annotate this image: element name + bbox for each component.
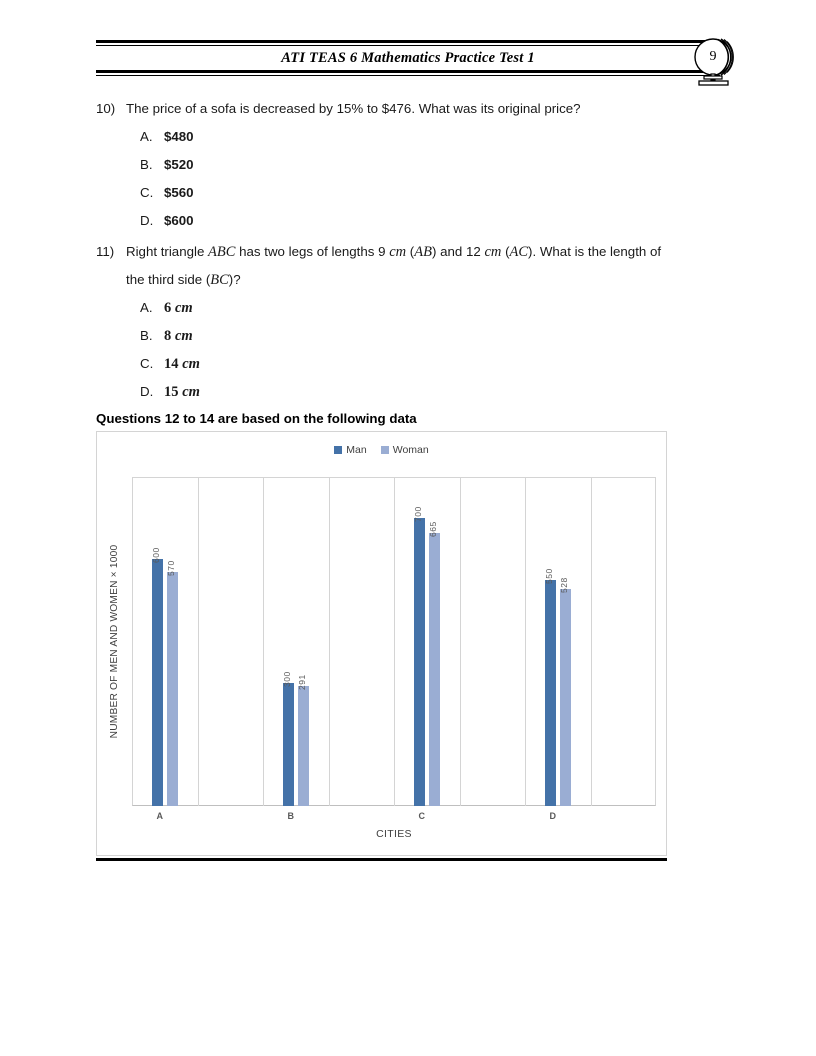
option-letter: A. — [140, 300, 153, 315]
q11-seg-1: Right triangle — [126, 244, 209, 259]
option-unit: cm — [174, 300, 193, 316]
header-title: ATI TEAS 6 Mathematics Practice Test 1 — [281, 50, 535, 66]
header-rule-bottom-thin — [96, 75, 720, 76]
question-11-prompt — [96, 238, 736, 294]
question-10-prompt — [96, 95, 736, 123]
chart-x-tick-A: A — [156, 811, 163, 821]
option-value: 8 — [164, 328, 172, 344]
chart-x-tick-D: D — [549, 811, 556, 821]
q11-seg-7: the third side ( — [126, 272, 211, 287]
chart-x-tick-B: B — [287, 811, 294, 821]
q11-seg-8: )? — [228, 272, 241, 287]
option-letter: D. — [140, 213, 154, 228]
legend-label-woman: Woman — [392, 444, 429, 456]
chart-bar-label: 665 — [427, 520, 438, 537]
chart-bar-man-B — [283, 683, 294, 806]
q11-math-ab: AB — [414, 244, 432, 260]
chart-section-heading: Questions 12 to 14 are based on the following data — [96, 411, 417, 426]
option-text: $600 — [164, 213, 194, 228]
chart-bar-woman-C — [429, 533, 440, 806]
page-header — [96, 40, 720, 80]
header-rule-top-thick — [96, 40, 720, 43]
option-text — [164, 322, 736, 350]
chart-bar-label: 570 — [165, 559, 176, 576]
option-text — [164, 350, 736, 378]
option-text — [164, 294, 736, 322]
chart-x-axis-title: CITIES — [376, 828, 412, 840]
question-10 — [96, 95, 736, 235]
q11-math-cm-2: cm — [484, 244, 502, 260]
legend-swatch-woman — [381, 446, 389, 454]
q11-seg-6: ). What is the length of — [528, 244, 662, 259]
option-value: 15 — [164, 384, 179, 400]
q11-math-cm-1: cm — [389, 244, 407, 260]
option-unit: cm — [174, 328, 193, 344]
option-unit: cm — [182, 356, 200, 372]
q11-seg-3: ( — [406, 244, 415, 259]
chart-bottom-rule — [96, 858, 667, 861]
option-letter: A. — [140, 129, 153, 144]
option-letter: C. — [140, 185, 154, 200]
chart-bar-label: 291 — [296, 674, 307, 691]
option-letter: C. — [140, 356, 154, 371]
chart-legend — [97, 444, 666, 456]
chart-bar-label: 700 — [412, 506, 423, 523]
option-unit: cm — [182, 384, 200, 400]
question-11-text — [126, 238, 736, 294]
option-value: 14 — [164, 356, 179, 372]
page-number: 9 — [709, 49, 717, 64]
chart-x-tick-C: C — [418, 811, 425, 821]
legend-item-woman — [381, 444, 429, 456]
question-10-option-b[interactable] — [96, 151, 736, 179]
q11-math-ac: AC — [509, 244, 529, 260]
chart-bar-label: 600 — [150, 547, 161, 564]
option-text: $560 — [164, 185, 194, 200]
option-text: $480 — [164, 129, 194, 144]
chart-bar-woman-A — [167, 572, 178, 806]
header-rule-bottom-thick — [96, 70, 720, 73]
question-10-option-a[interactable] — [96, 123, 736, 151]
chart-bar-label: 300 — [281, 670, 292, 687]
question-11 — [96, 238, 736, 406]
q11-seg-5: ( — [501, 244, 510, 259]
option-letter: B. — [140, 328, 153, 343]
bar-chart — [96, 431, 667, 856]
legend-label-man: Man — [346, 444, 367, 456]
chart-bar-man-C — [414, 518, 425, 806]
question-10-option-d[interactable] — [96, 207, 736, 235]
chart-bar-label: 550 — [543, 568, 554, 584]
chart-bar-woman-D — [560, 589, 571, 806]
question-11-number: 11) — [96, 244, 115, 259]
option-letter: D. — [140, 384, 154, 399]
option-text: $520 — [164, 157, 194, 172]
q11-math-abc: ABC — [208, 244, 236, 260]
question-10-text: The price of a sofa is decreased by 15% to $476. What was its original price? — [126, 101, 581, 116]
option-value: 6 — [164, 300, 172, 316]
question-10-option-c[interactable] — [96, 179, 736, 207]
question-11-option-d[interactable] — [96, 378, 736, 406]
chart-bar-woman-B — [298, 686, 309, 806]
option-text — [164, 378, 736, 406]
chart-y-axis-title: NUMBER OF MEN AND WOMEN × 1000 — [109, 544, 120, 739]
chart-x-axis-categories — [132, 811, 656, 825]
header-rule-top-thin — [96, 45, 720, 46]
question-11-option-c[interactable] — [96, 350, 736, 378]
chart-bar-man-D — [545, 580, 556, 806]
chart-bar-label: 528 — [558, 577, 569, 593]
chart-plot-area — [132, 477, 656, 806]
q11-seg-4: ) and 12 — [431, 244, 485, 259]
chart-bar-man-A — [152, 559, 163, 806]
question-11-option-a[interactable] — [96, 294, 736, 322]
question-11-option-b[interactable] — [96, 322, 736, 350]
legend-item-man — [334, 444, 366, 456]
q11-seg-2: has two legs of lengths 9 — [235, 244, 390, 259]
question-10-number: 10) — [96, 101, 116, 116]
legend-swatch-man — [334, 446, 342, 454]
globe-page-number-graphic — [688, 27, 744, 89]
chart-bars-layer — [132, 477, 656, 806]
option-letter: B. — [140, 157, 153, 172]
q11-math-bc: BC — [210, 272, 229, 288]
